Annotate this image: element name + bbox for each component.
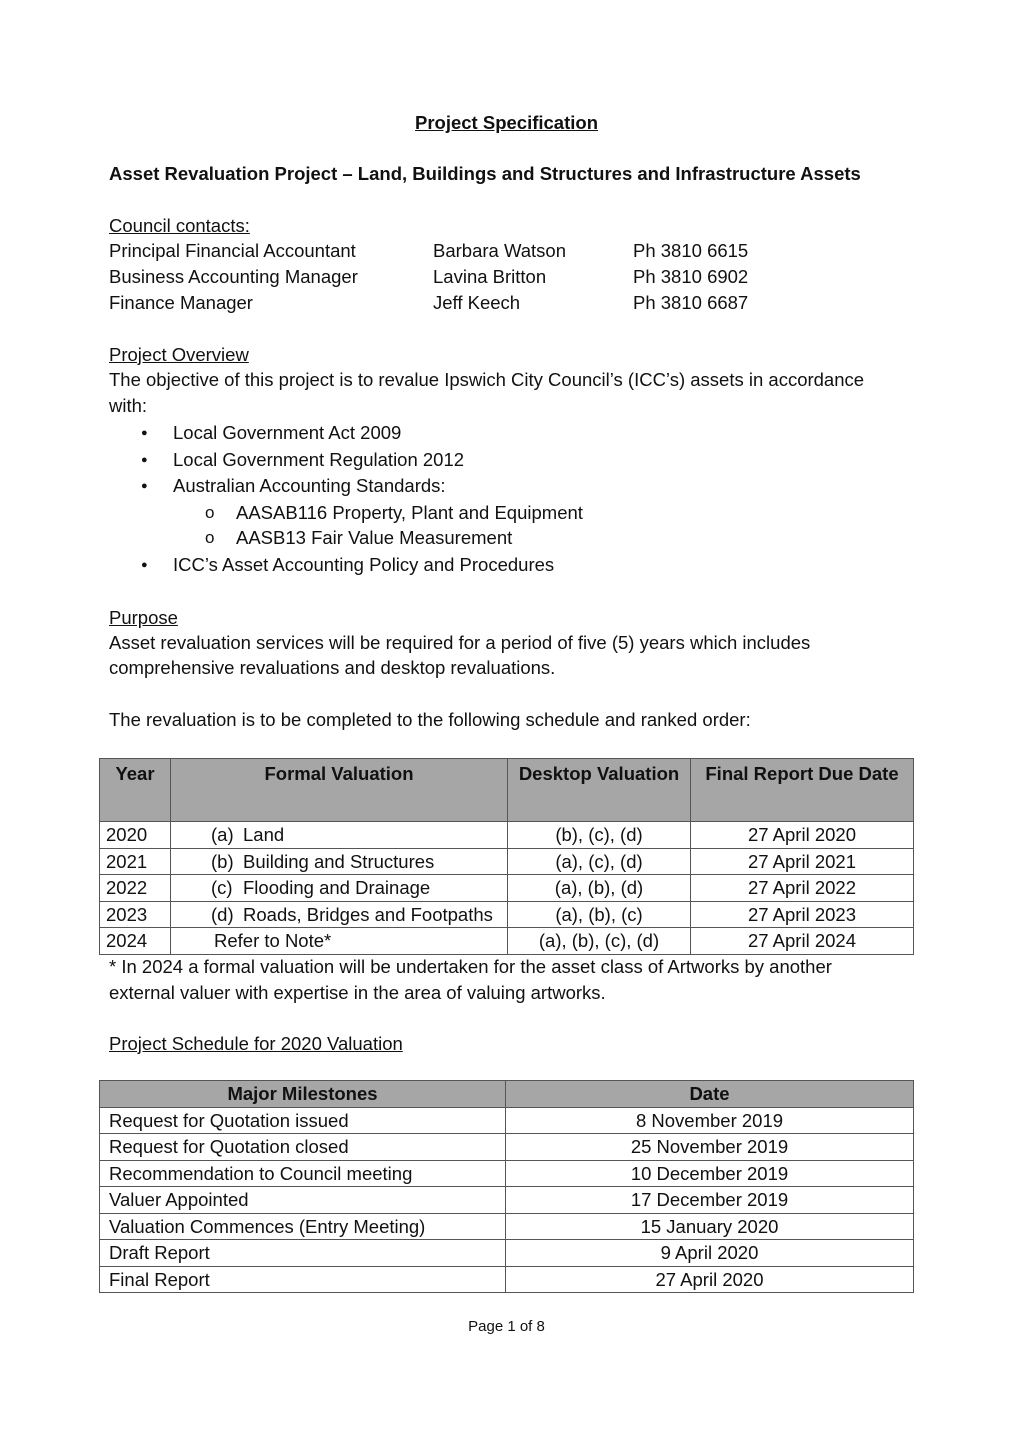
formal-valuation-cell: [171, 848, 508, 875]
column-header: Date: [506, 1081, 914, 1108]
table-row: [100, 1187, 914, 1214]
page-title: Project Specification: [415, 112, 598, 133]
item-letter: (b): [211, 850, 234, 872]
contact-role: Principal Financial Accountant: [109, 240, 356, 261]
due-date-cell: 27 April 2020: [691, 822, 914, 849]
desktop-valuation-cell: (a), (b), (c), (d): [508, 928, 691, 955]
contact-name: Jeff Keech: [433, 292, 521, 313]
asset-class: Building and Structures: [243, 850, 435, 872]
table-row: [100, 822, 914, 849]
table-row: [100, 1240, 914, 1267]
table-row: [100, 1134, 914, 1161]
table-row: [100, 848, 914, 875]
due-date-cell: 27 April 2024: [691, 928, 914, 955]
table-note: * In 2024 a formal valuation will be undertaken for the asset class of Artworks by another: [109, 956, 832, 977]
contact-role: Business Accounting Manager: [109, 266, 358, 287]
formal-valuation-cell: [171, 901, 508, 928]
date-cell: 8 November 2019: [506, 1107, 914, 1134]
table-row: [100, 928, 914, 955]
project-subtitle: Asset Revaluation Project – Land, Buildings and Structures and Infrastructure Assets: [109, 163, 861, 184]
column-header: Final Report Due Date: [691, 759, 914, 822]
table-row: [100, 901, 914, 928]
milestone-cell: Final Report: [100, 1266, 506, 1293]
asset-class: Flooding and Drainage: [243, 877, 431, 899]
list-item: ● Local Government Regulation 2012: [0, 447, 583, 474]
schedule-intro: The revaluation is to be completed to the following schedule and ranked order:: [109, 709, 751, 730]
column-header: Year: [100, 759, 171, 822]
purpose-heading: Purpose: [109, 607, 178, 628]
formal-valuation-cell: [171, 822, 508, 849]
due-date-cell: 27 April 2023: [691, 901, 914, 928]
year-cell: 2022: [100, 875, 171, 902]
table-header-row: [100, 759, 914, 822]
year-cell: 2020: [100, 822, 171, 849]
list-item: ● ICC’s Asset Accounting Policy and Procedures: [0, 550, 583, 580]
milestone-cell: Draft Report: [100, 1240, 506, 1267]
list-item: ● Australian Accounting Standards:: [0, 473, 583, 500]
sub-list-item: o AASAB116 Property, Plant and Equipment: [0, 500, 583, 525]
year-cell: 2023: [100, 901, 171, 928]
table-row: [100, 875, 914, 902]
desktop-valuation-cell: (a), (c), (d): [508, 848, 691, 875]
milestone-cell: Recommendation to Council meeting: [100, 1160, 506, 1187]
overview-text: with:: [109, 395, 148, 416]
purpose-text: Asset revaluation services will be required for a period of five (5) years which includes: [109, 632, 811, 653]
formal-valuation-cell: [171, 928, 508, 955]
list-item: ● Local Government Act 2009: [0, 420, 583, 447]
milestones-table: [99, 1080, 914, 1293]
date-cell: 15 January 2020: [506, 1213, 914, 1240]
date-cell: 27 April 2020: [506, 1266, 914, 1293]
overview-bullet-list: [0, 420, 583, 580]
milestones-heading: Project Schedule for 2020 Valuation: [109, 1033, 403, 1054]
table-row: [100, 1266, 914, 1293]
asset-class: Roads, Bridges and Footpaths: [243, 903, 493, 925]
contact-name: Lavina Britton: [433, 266, 547, 287]
contact-role: Finance Manager: [109, 292, 253, 313]
date-cell: 17 December 2019: [506, 1187, 914, 1214]
formal-valuation-cell: [171, 875, 508, 902]
year-cell: 2024: [100, 928, 171, 955]
table-row: [100, 1160, 914, 1187]
page-number: Page 1 of 8: [468, 1318, 545, 1335]
year-cell: 2021: [100, 848, 171, 875]
overview-text: The objective of this project is to revalue Ipswich City Council’s (ICC’s) assets in accordance: [109, 369, 865, 390]
item-letter: (a): [211, 824, 234, 846]
asset-class: Refer to Note*: [214, 930, 332, 952]
column-header: Major Milestones: [100, 1081, 506, 1108]
item-letter: (d): [211, 903, 234, 925]
date-cell: 10 December 2019: [506, 1160, 914, 1187]
contacts-heading: Council contacts:: [109, 215, 250, 236]
purpose-text: comprehensive revaluations and desktop revaluations.: [109, 657, 556, 678]
column-header: Formal Valuation: [171, 759, 508, 822]
due-date-cell: 27 April 2021: [691, 848, 914, 875]
due-date-cell: 27 April 2022: [691, 875, 914, 902]
revaluation-schedule-table: [99, 758, 914, 955]
milestone-cell: Request for Quotation issued: [100, 1107, 506, 1134]
milestone-cell: Valuer Appointed: [100, 1187, 506, 1214]
item-letter: (c): [211, 877, 233, 899]
contact-name: Barbara Watson: [433, 240, 566, 261]
milestone-cell: Valuation Commences (Entry Meeting): [100, 1213, 506, 1240]
desktop-valuation-cell: (a), (b), (d): [508, 875, 691, 902]
table-note: external valuer with expertise in the area of valuing artworks.: [109, 982, 606, 1003]
date-cell: 25 November 2019: [506, 1134, 914, 1161]
desktop-valuation-cell: (b), (c), (d): [508, 822, 691, 849]
table-row: [100, 1107, 914, 1134]
contact-phone: Ph 3810 6902: [633, 266, 749, 287]
milestone-cell: Request for Quotation closed: [100, 1134, 506, 1161]
overview-heading: Project Overview: [109, 344, 249, 365]
date-cell: 9 April 2020: [506, 1240, 914, 1267]
desktop-valuation-cell: (a), (b), (c): [508, 901, 691, 928]
table-header-row: [100, 1081, 914, 1108]
asset-class: Land: [243, 824, 285, 846]
column-header: Desktop Valuation: [508, 759, 691, 822]
contact-phone: Ph 3810 6615: [633, 240, 749, 261]
contact-phone: Ph 3810 6687: [633, 292, 749, 313]
sub-list-item: o AASB13 Fair Value Measurement: [0, 525, 583, 550]
table-row: [100, 1213, 914, 1240]
